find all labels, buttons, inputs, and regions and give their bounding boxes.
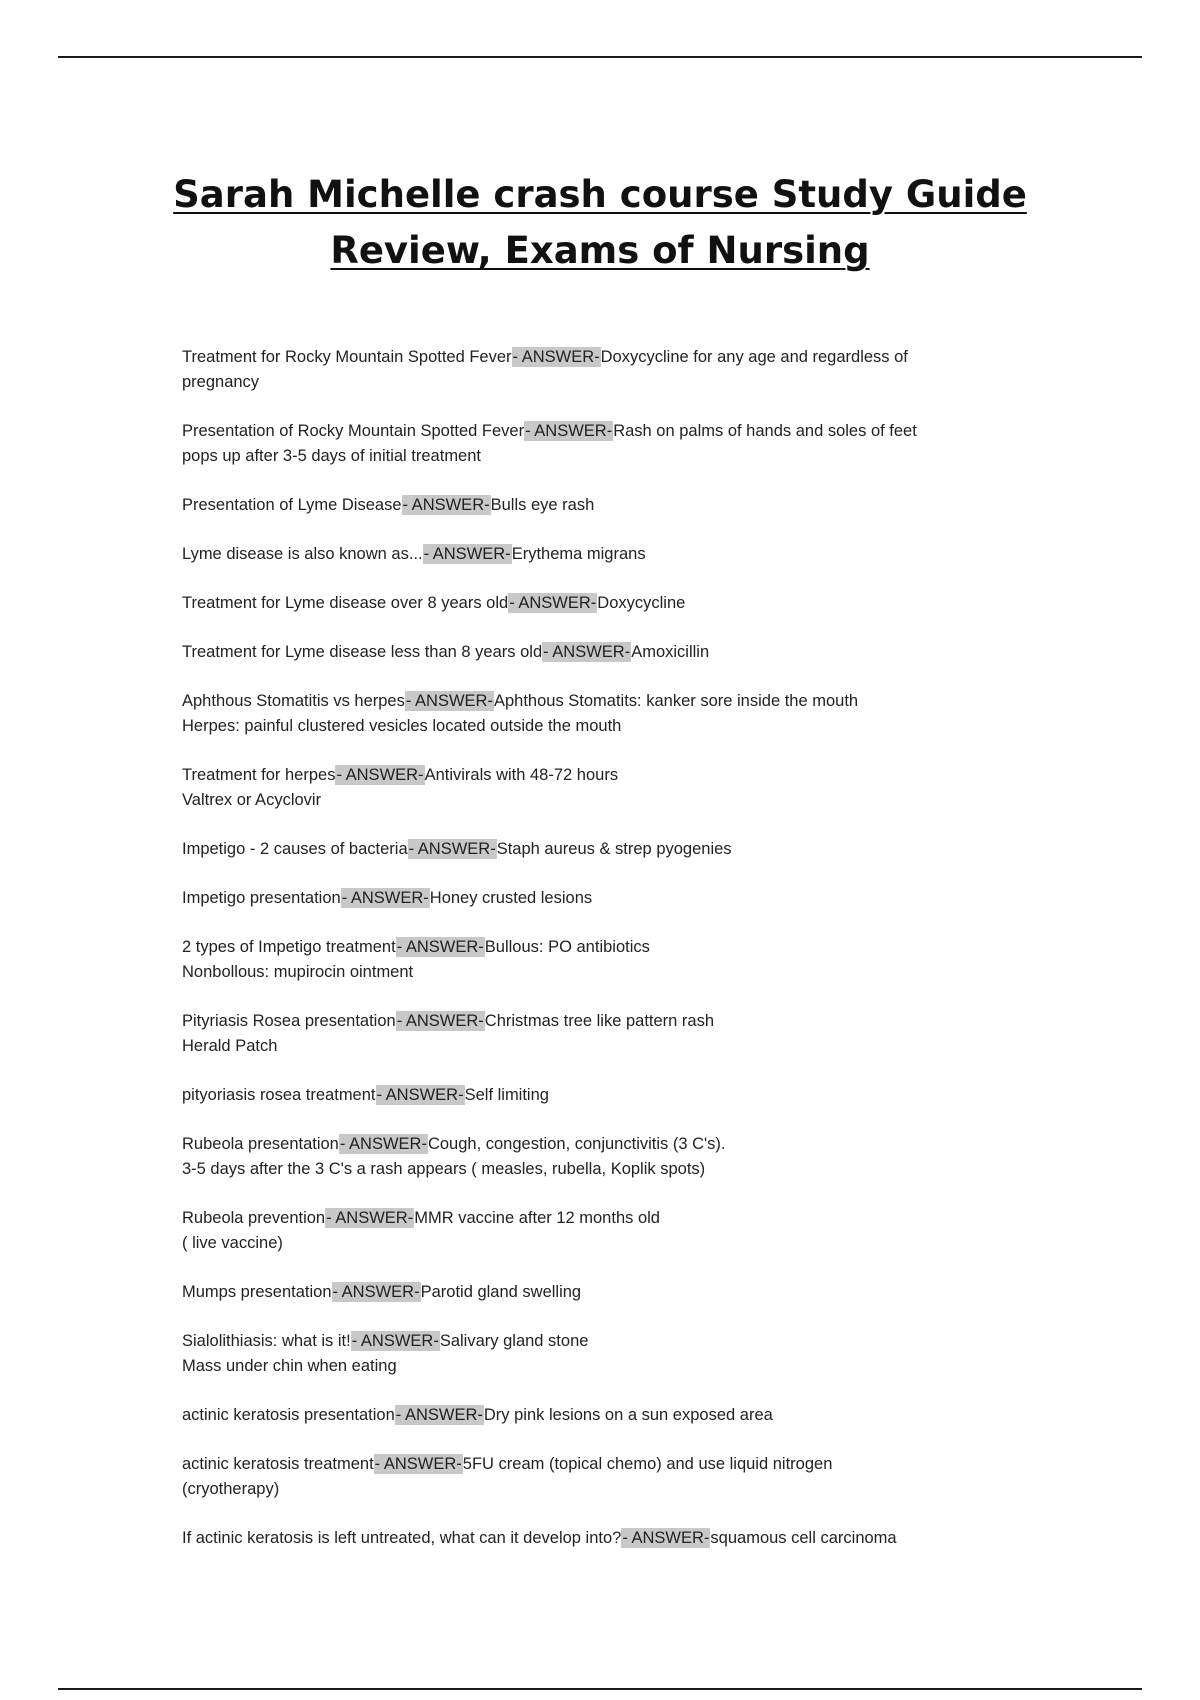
answer-text: Amoxicillin [631, 643, 710, 661]
answer-continuation: Mass under chin when eating [182, 1357, 397, 1375]
answer-continuation: pregnancy [182, 373, 260, 391]
answer-text: Dry pink lesions on a sun exposed area [483, 1406, 773, 1424]
answer-text: Salivary gland stone [439, 1332, 589, 1350]
question-text: pityoriasis rosea treatment [182, 1086, 376, 1104]
answer-marker: - ANSWER- [339, 1135, 427, 1153]
answer-continuation: Nonbollous: mupirocin ointment [182, 963, 414, 981]
answer-continuation: (cryotherapy) [182, 1480, 280, 1498]
answer-text: Cough, congestion, conjunctivitis (3 C's). [427, 1135, 726, 1153]
answer-text: squamous cell carcinoma [710, 1529, 897, 1547]
page-title [150, 167, 1050, 279]
qa-item [182, 1132, 1082, 1182]
question-text: Presentation of Lyme Disease [182, 496, 402, 514]
answer-marker: - ANSWER- [374, 1455, 462, 1473]
question-text: Treatment for Lyme disease over 8 years old [182, 594, 509, 612]
qa-item [182, 591, 1082, 616]
answer-text: Doxycycline [597, 594, 686, 612]
top-rule [58, 56, 1142, 58]
qa-first-line [182, 1009, 1082, 1034]
question-text: If actinic keratosis is left untreated, what can it develop into? [182, 1529, 622, 1547]
qa-first-line [182, 1526, 1082, 1551]
qa-item [182, 886, 1082, 911]
qa-first-line [182, 689, 1082, 714]
qa-first-line [182, 640, 1082, 665]
answer-text: Antivirals with 48-72 hours [424, 766, 619, 784]
qa-first-line [182, 1280, 1082, 1305]
qa-item [182, 542, 1082, 567]
qa-first-line [182, 542, 1082, 567]
question-text: Sialolithiasis: what is it! [182, 1332, 351, 1350]
answer-marker: - ANSWER- [395, 1406, 483, 1424]
qa-first-line [182, 1083, 1082, 1108]
title-line-2: Review, Exams of Nursing [330, 228, 870, 272]
answer-continuation: Herald Patch [182, 1037, 278, 1055]
question-text: Pityriasis Rosea presentation [182, 1012, 396, 1030]
qa-first-line [182, 837, 1082, 862]
question-text: Aphthous Stomatitis vs herpes [182, 692, 405, 710]
answer-marker: - ANSWER- [525, 422, 613, 440]
qa-item [182, 1329, 1082, 1379]
qa-first-line [182, 345, 1082, 370]
answer-text: Staph aureus & strep pyogenies [496, 840, 732, 858]
question-text: Rubeola prevention [182, 1209, 326, 1227]
question-text: Rubeola presentation [182, 1135, 339, 1153]
qa-item [182, 763, 1082, 813]
question-text: Impetigo presentation [182, 889, 341, 907]
answer-text: Honey crusted lesions [429, 889, 593, 907]
qa-first-line [182, 1403, 1082, 1428]
question-answer-list [182, 345, 1082, 1575]
question-text: Treatment for Lyme disease less than 8 years old [182, 643, 543, 661]
answer-continuation: pops up after 3-5 days of initial treatment [182, 447, 481, 465]
answer-text: Self limiting [464, 1086, 549, 1104]
qa-first-line [182, 886, 1082, 911]
answer-text: Bullous: PO antibiotics [484, 938, 650, 956]
qa-item [182, 493, 1082, 518]
answer-text: Rash on palms of hands and soles of feet [613, 422, 917, 440]
question-text: Treatment for Rocky Mountain Spotted Fever [182, 348, 512, 366]
qa-first-line [182, 493, 1082, 518]
answer-marker: - ANSWER- [543, 643, 631, 661]
qa-item [182, 1280, 1082, 1305]
answer-marker: - ANSWER- [396, 1012, 484, 1030]
qa-item [182, 837, 1082, 862]
answer-text: MMR vaccine after 12 months old [414, 1209, 660, 1227]
answer-text: Christmas tree like pattern rash [484, 1012, 715, 1030]
answer-marker: - ANSWER- [341, 889, 429, 907]
answer-text: Aphthous Stomatits: kanker sore inside the mouth [493, 692, 859, 710]
question-text: Lyme disease is also known as... [182, 545, 423, 563]
qa-item [182, 1009, 1082, 1059]
qa-item [182, 1403, 1082, 1428]
qa-first-line [182, 1206, 1082, 1231]
qa-item [182, 1206, 1082, 1256]
answer-marker: - ANSWER- [396, 938, 484, 956]
qa-first-line [182, 419, 1082, 444]
answer-continuation: Valtrex or Acyclovir [182, 791, 322, 809]
qa-item [182, 689, 1082, 739]
answer-marker: - ANSWER- [405, 692, 493, 710]
question-text: actinic keratosis treatment [182, 1455, 374, 1473]
qa-item [182, 1526, 1082, 1551]
question-text: actinic keratosis presentation [182, 1406, 395, 1424]
answer-text: 5FU cream (topical chemo) and use liquid nitrogen [462, 1455, 833, 1473]
answer-continuation: Herpes: painful clustered vesicles located outside the mouth [182, 717, 622, 735]
answer-text: Erythema migrans [511, 545, 646, 563]
answer-marker: - ANSWER- [332, 1283, 420, 1301]
qa-first-line [182, 1132, 1082, 1157]
answer-marker: - ANSWER- [351, 1332, 439, 1350]
qa-item [182, 1083, 1082, 1108]
answer-continuation: ( live vaccine) [182, 1234, 283, 1252]
qa-first-line [182, 591, 1082, 616]
answer-marker: - ANSWER- [326, 1209, 414, 1227]
qa-first-line [182, 1452, 1082, 1477]
answer-text: Parotid gland swelling [420, 1283, 582, 1301]
qa-first-line [182, 1329, 1082, 1354]
qa-item [182, 935, 1082, 985]
qa-item [182, 419, 1082, 469]
qa-first-line [182, 935, 1082, 960]
question-text: Mumps presentation [182, 1283, 332, 1301]
question-text: Treatment for herpes [182, 766, 336, 784]
answer-marker: - ANSWER- [408, 840, 496, 858]
answer-marker: - ANSWER- [402, 496, 490, 514]
answer-continuation: 3-5 days after the 3 C's a rash appears ( measles, rubella, Koplik spots) [182, 1160, 706, 1178]
question-text: Impetigo - 2 causes of bacteria [182, 840, 408, 858]
qa-item [182, 1452, 1082, 1502]
qa-item [182, 345, 1082, 395]
qa-item [182, 640, 1082, 665]
qa-first-line [182, 763, 1082, 788]
answer-text: Doxycycline for any age and regardless of [600, 348, 908, 366]
answer-marker: - ANSWER- [512, 348, 600, 366]
question-text: Presentation of Rocky Mountain Spotted Fever [182, 422, 525, 440]
answer-marker: - ANSWER- [423, 545, 511, 563]
title-line-1: Sarah Michelle crash course Study Guide [173, 172, 1027, 216]
bottom-rule [58, 1688, 1142, 1690]
question-text: 2 types of Impetigo treatment [182, 938, 396, 956]
answer-marker: - ANSWER- [336, 766, 424, 784]
answer-marker: - ANSWER- [622, 1529, 710, 1547]
answer-marker: - ANSWER- [509, 594, 597, 612]
answer-marker: - ANSWER- [376, 1086, 464, 1104]
answer-text: Bulls eye rash [490, 496, 595, 514]
